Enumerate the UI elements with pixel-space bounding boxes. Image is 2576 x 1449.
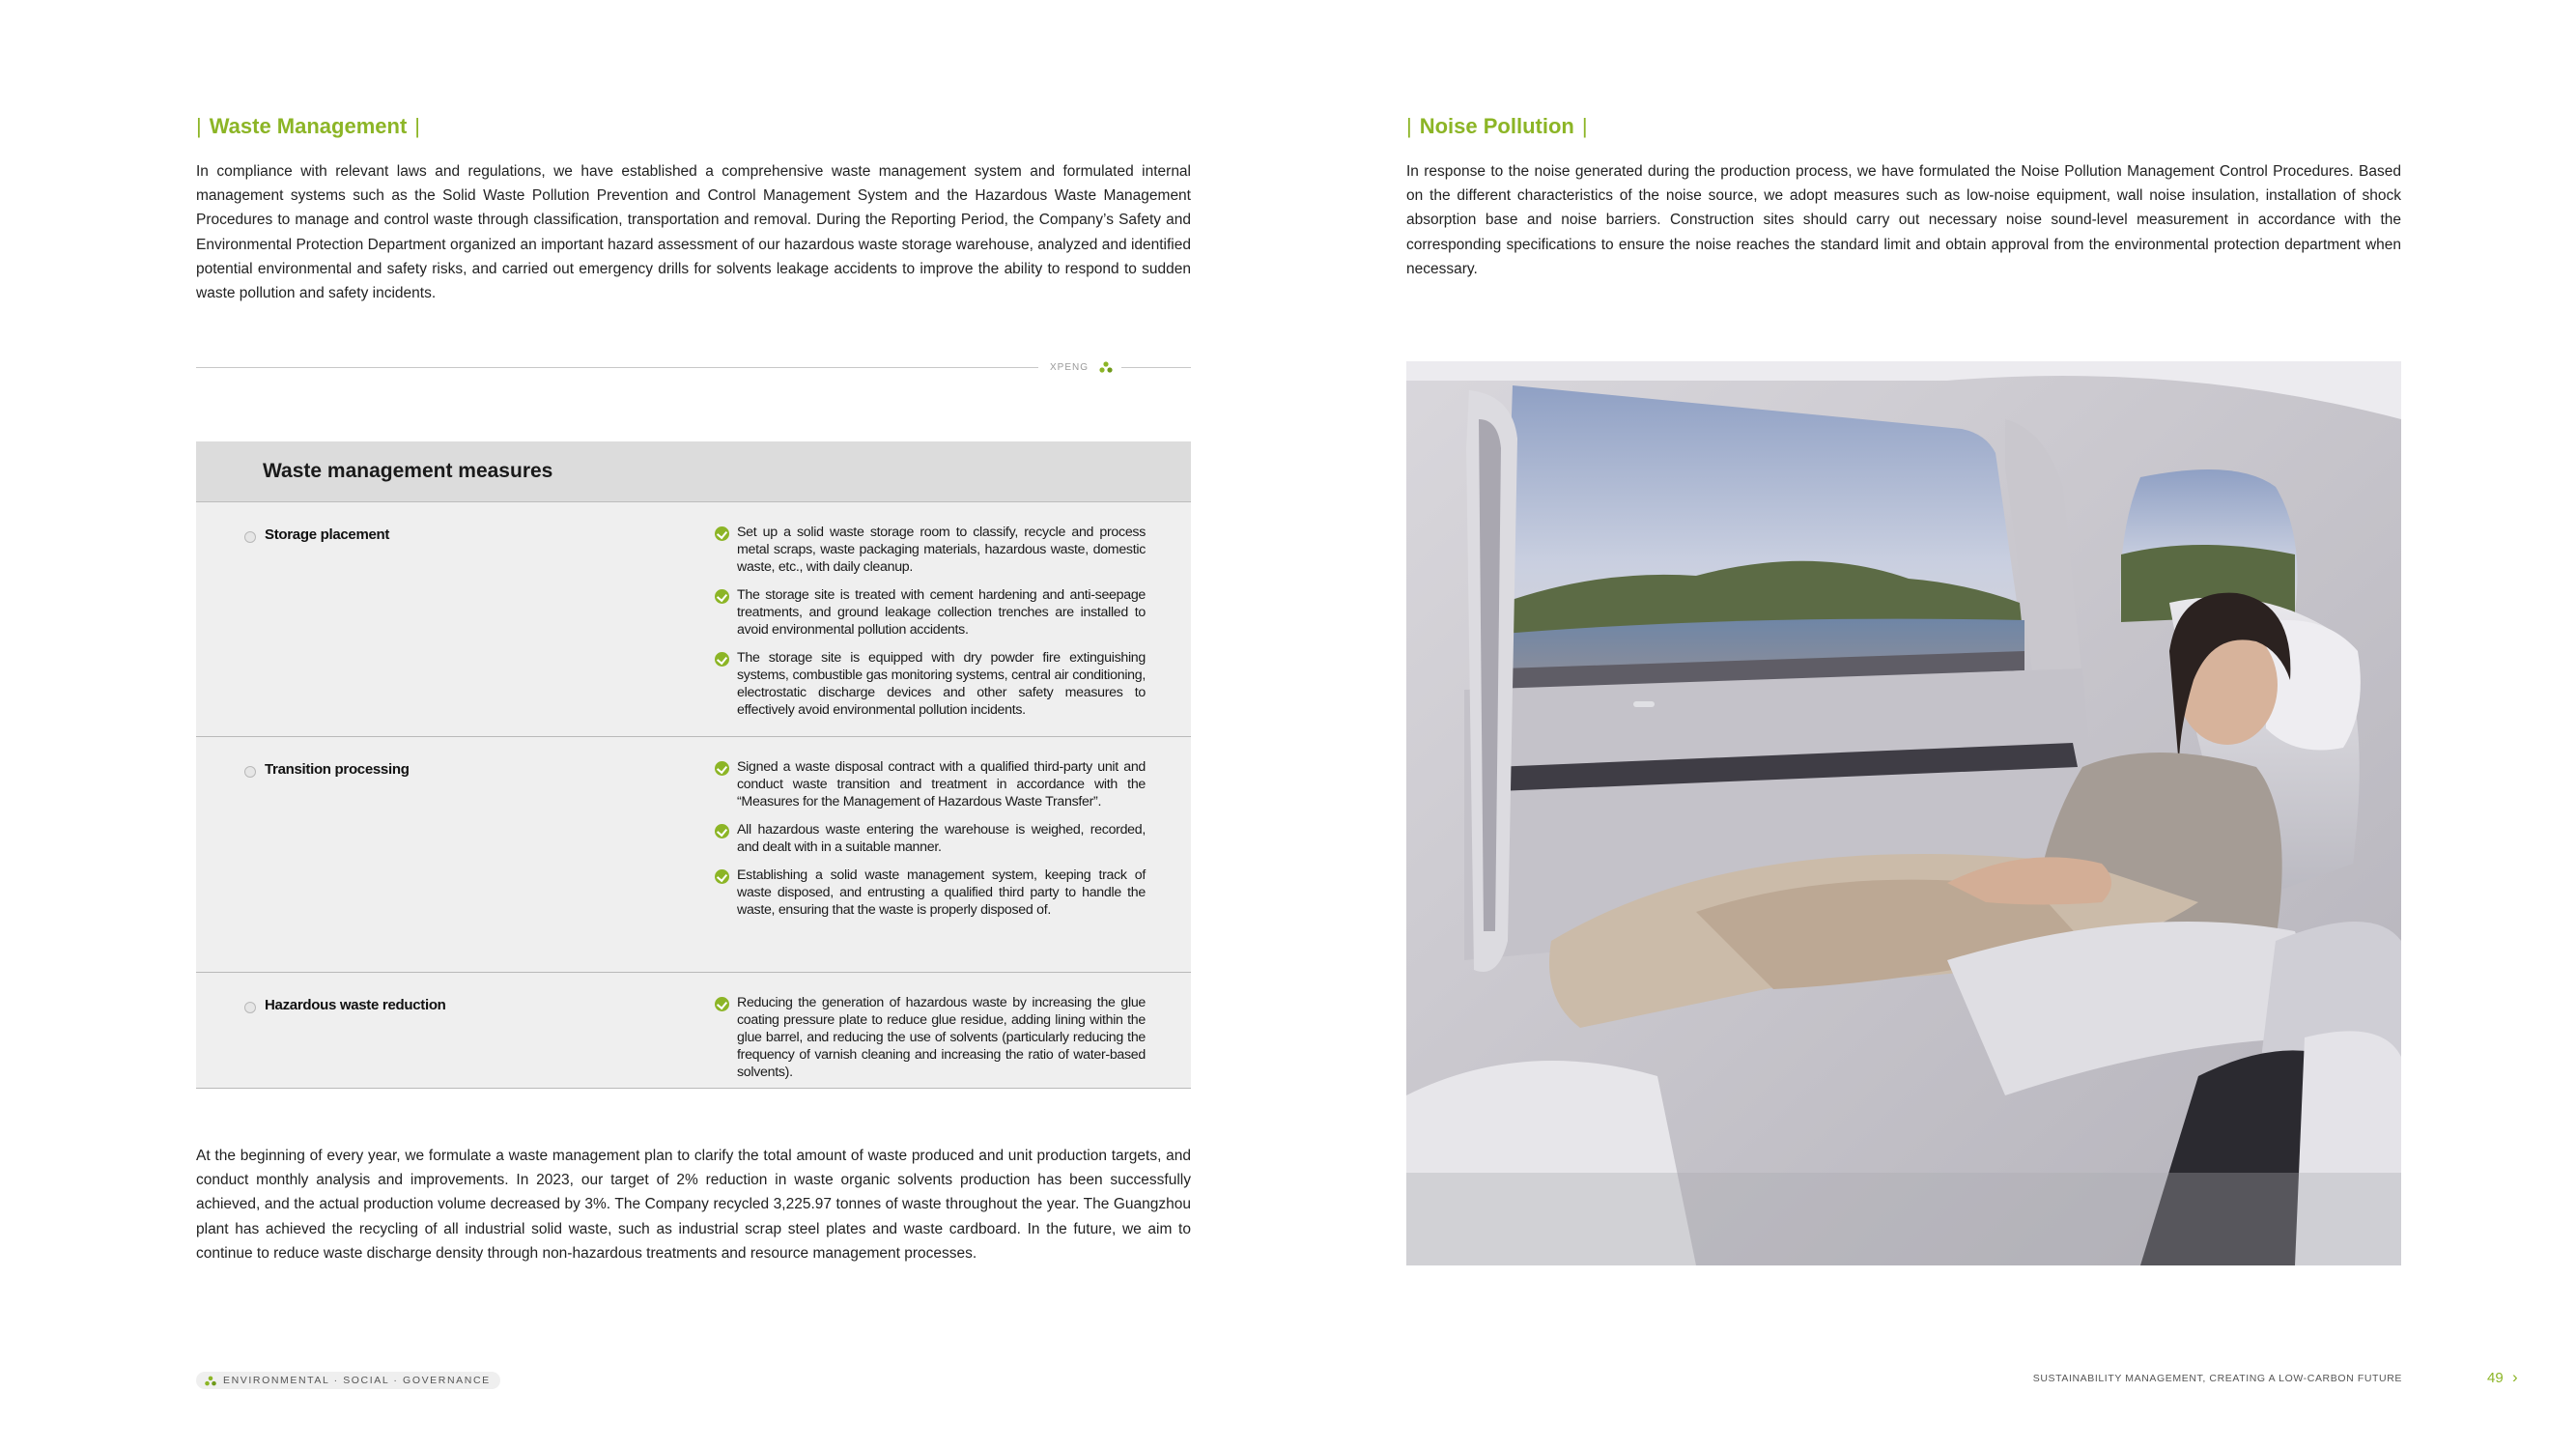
check-icon [715,761,729,776]
list-item [715,649,1146,719]
list-item [715,586,1146,639]
list-item [715,867,1146,919]
title-bar-left: | [1406,114,1412,138]
category-label: Transition processing [265,760,410,778]
car-interior-photo [1406,361,2401,1265]
item-text: The storage site is equipped with dry powder fire extinguishing systems, combustible gas monitoring systems, central air conditioning, electrostatic discharge devices and other safety measures to effectively avoid environmental pollution incidents. [737,650,1146,718]
footer-section-label [196,1372,500,1389]
item-text: All hazardous waste entering the warehouse is weighed, recorded, and dealt with in a suitable manner. [737,822,1146,855]
title-bar-right: | [414,114,421,138]
list-item [715,994,1146,1081]
page-number: 49 [2487,1370,2504,1386]
chevron-right-icon[interactable]: › [2512,1368,2518,1386]
list-item [715,758,1146,810]
row-items [715,758,1146,929]
noise-pollution-title [1406,114,1588,139]
xpeng-leaf-icon [204,1376,217,1386]
waste-closing-paragraph: At the beginning of every year, we formulate a waste management plan to clarify the total amount of waste produced and unit production targets, and conduct monthly analysis and improvements. In 2023, our target of 2% reduction in waste organic solvents production has been successfully achieved, and the actual production volume decreased by 3%. The Company recycled 3,225.97 tonnes of waste throughout the year. The Guangzhou plant has achieved the recycling of all industrial solid waste, such as industrial scrap steel plates and waste cardboard. In the future, we aim to continue to reduce waste discharge density through non-hazardous treatments and resource management processes. [196,1148,1191,1262]
check-icon [715,997,729,1011]
xpeng-leaf-icon [1098,361,1114,373]
brand-name: XPENG [1049,361,1089,373]
row-category [244,526,389,543]
item-text: Signed a waste disposal contract with a qualified third-party unit and conduct waste transition and treatment in accordance with the “Measures for the Management of Hazardous Waste Transfer”. [737,759,1146,810]
row-items [715,994,1146,1092]
title-bar-right: | [1581,114,1588,138]
bullet-icon [244,1002,256,1013]
footer-left-text: ENVIRONMENTAL · SOCIAL · GOVERNANCE [223,1375,491,1386]
section-divider [196,361,1191,373]
bullet-icon [244,531,256,543]
footer-chapter-title: SUSTAINABILITY MANAGEMENT, CREATING A LOW-CARBON FUTURE [2032,1373,2402,1384]
check-icon [715,589,729,604]
item-text: The storage site is treated with cement hardening and anti-seepage treatments, and ground leakage collection trenches are installed to avoid environmental pollution accidents. [737,587,1146,638]
title-bar-left: | [196,114,202,138]
check-icon [715,869,729,884]
noise-pollution-title-text: Noise Pollution [1419,114,1574,138]
list-item [715,821,1146,856]
category-label: Storage placement [265,526,390,543]
divider-line [196,367,1038,368]
noise-paragraph: In response to the noise generated during the production process, we have formulated the Noise Pollution Management Control Procedures. Based on the different characteristics of the noise source, we adopt measures such as low-noise equipment, wall noise insulation, installation of shock absorption base and noise barriers. Construction sites should carry out necessary noise sound-level measurement in accordance with the corresponding specifications to ensure the noise reaches the standard limit and obtain approval from the environmental protection department when necessary. [1406,163,2401,277]
row-category [244,760,410,778]
check-icon [715,824,729,838]
table-row [196,737,1191,973]
divider-line-end [1121,367,1191,368]
bullet-icon [244,766,256,778]
category-label: Hazardous waste reduction [265,996,446,1013]
waste-management-title [196,114,420,139]
item-text: Reducing the generation of hazardous waste by increasing the glue coating pressure plate to reduce glue residue, adding lining within the glue barrel, and reducing the use of solvents (particularly reducing the frequency of varnish cleaning and increasing the ratio of water-based solvents). [737,995,1146,1080]
table-row [196,973,1191,1089]
item-text: Set up a solid waste storage room to classify, recycle and process metal scraps, waste packaging materials, hazardous waste, domestic waste, etc., with daily cleanup. [737,525,1146,575]
check-icon [715,526,729,541]
item-text: Establishing a solid waste management system, keeping track of waste disposed, and entrusting a qualified third party to handle the waste, ensuring that the waste is properly disposed of. [737,867,1146,918]
table-title: Waste management measures [196,441,1191,502]
row-items [715,524,1146,729]
list-item [715,524,1146,576]
table-row [196,502,1191,737]
check-icon [715,652,729,667]
waste-management-title-text: Waste Management [209,114,408,138]
row-category [244,996,446,1013]
waste-measures-table [196,441,1191,1089]
waste-intro-paragraph: In compliance with relevant laws and regulations, we have established a comprehensive waste management system and formulated internal management systems such as the Solid Waste Pollution Prevention and Control Management System and the Hazardous Waste Management Procedures to manage and control waste through classification, transportation and removal. During the Reporting Period, the Company’s Safety and Environmental Protection Department organized an important hazard assessment of our hazardous waste storage warehouse, analyzed and identified potential environmental and safety risks, and carried out emergency drills for solvents leakage accidents to improve the ability to respond to sudden waste pollution and safety incidents. [196,163,1191,302]
